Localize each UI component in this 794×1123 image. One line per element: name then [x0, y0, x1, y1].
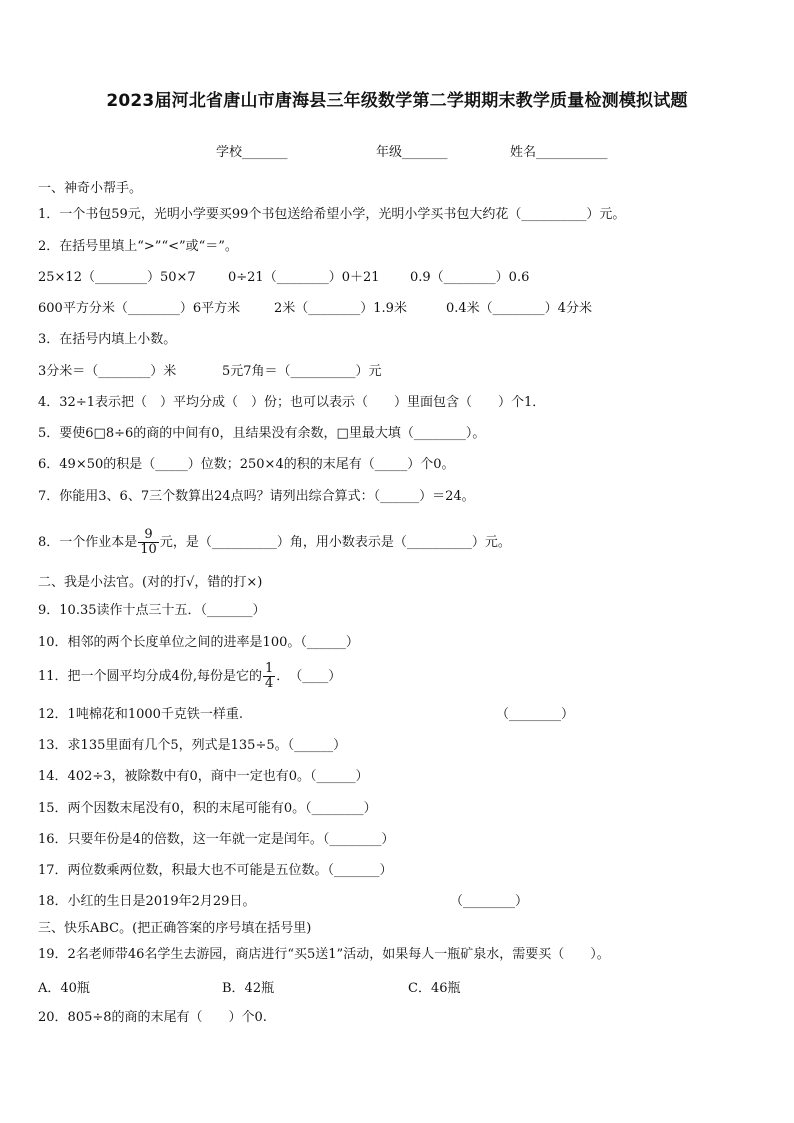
question-17: 17．两位数乘两位数，积最大也不可能是五位数。（_______） [38, 863, 393, 878]
question-20: 20．805÷8的商的末尾有（ ）个0. [38, 1010, 267, 1025]
fraction-denominator: 10 [140, 542, 157, 557]
section-3-heading: 三、快乐ABC。(把正确答案的序号填在括号里) [38, 921, 312, 936]
grade-field: 年级_______ [376, 145, 448, 160]
question-2-row-2 [38, 300, 592, 318]
compare-item: 0.9（________）0.6 [410, 270, 530, 285]
exam-title: 2023届河北省唐山市唐海县三年级数学第二学期期末教学质量检测模拟试题 [106, 91, 688, 111]
question-6: 6．49×50的积是（_____）位数；250×4的积的末尾有（_____）个0。 [38, 457, 455, 472]
fraction-numerator: 9 [138, 528, 159, 543]
question-19: 19．2名老师带46名学生去游园，商店进行“买5送1”活动，如果每人一瓶矿泉水，需要买（ ）。 [38, 947, 610, 962]
question-15: 15．两个因数末尾没有0，积的末尾可能有0。（________） [38, 801, 377, 816]
compare-item: 25×12（________）50×7 [38, 270, 196, 285]
option-c: C．46瓶 [408, 981, 461, 996]
convert-item: 5元7角＝（__________）元 [222, 364, 382, 379]
question-8-prefix: 8．一个作业本是 [38, 535, 138, 550]
name-field: 姓名___________ [510, 145, 608, 160]
question-18-text: 18．小红的生日是2019年2月29日。 [38, 894, 256, 909]
question-12 [38, 706, 575, 724]
answer-blank: （________） [496, 707, 575, 722]
question-11 [38, 660, 341, 694]
question-14: 14．402÷3，被除数中有0，商中一定也有0。（______） [38, 769, 369, 784]
question-7: 7．你能用3、6、7三个数算出24点吗？请列出综合算式：（______）＝24。 [38, 489, 475, 504]
compare-item: 0.4米（________）4分米 [446, 301, 592, 316]
question-11-prefix: 11．把一个圆平均分成4份,每份是它的 [38, 669, 262, 684]
option-b: B．42瓶 [222, 981, 275, 996]
question-5: 5．要使6□8÷6的商的中间有0，且结果没有余数，□里最大填（________）。 [38, 426, 486, 441]
section-1-heading: 一、神奇小帮手。 [38, 181, 143, 196]
question-9: 9．10.35读作十点三十五．（_______） [38, 603, 266, 618]
section-2-heading: 二、我是小法官。(对的打√，错的打×) [38, 575, 263, 590]
question-13: 13．求135里面有几个5，列式是135÷5。（______） [38, 738, 347, 753]
compare-item: 2米（________）1.9米 [274, 301, 407, 316]
question-10: 10．相邻的两个长度单位之间的进率是100。（______） [38, 635, 359, 650]
question-18 [38, 893, 529, 911]
fraction-numerator: 1 [264, 661, 274, 676]
answer-blank: （________） [450, 894, 529, 909]
question-2: 2．在括号里填上“>”“<”或“＝”。 [38, 239, 238, 254]
question-16: 16．只要年份是4的倍数，这一年就一定是闰年。（________） [38, 832, 395, 847]
question-12-text: 12．1吨棉花和1000千克铁一样重. [38, 707, 244, 722]
question-2-row-1 [38, 269, 530, 287]
question-8-suffix: 元，是（__________）角，用小数表示是（__________）元。 [159, 535, 511, 550]
fraction-denominator: 4 [264, 676, 274, 691]
question-4: 4．32÷1表示把（ ）平均分成（ ）份；也可以表示（ ）里面包含（ ）个1． [38, 395, 546, 410]
question-3: 3．在括号内填上小数。 [38, 332, 177, 347]
school-field: 学校_______ [216, 145, 288, 160]
fraction [263, 662, 275, 691]
question-11-suffix: ． （____） [276, 669, 342, 684]
convert-item: 3分米＝（________）米 [38, 364, 177, 379]
fraction [138, 528, 159, 557]
compare-item: 600平方分米（________）6平方米 [38, 301, 241, 316]
option-a: A．40瓶 [38, 981, 90, 996]
question-3-row [38, 363, 382, 381]
question-8 [38, 526, 511, 560]
compare-item: 0÷21（________）0＋21 [228, 270, 380, 285]
question-1: 1．一个书包59元，光明小学要买99个书包送给希望小学，光明小学买书包大约花（__________）元。 [38, 207, 626, 222]
